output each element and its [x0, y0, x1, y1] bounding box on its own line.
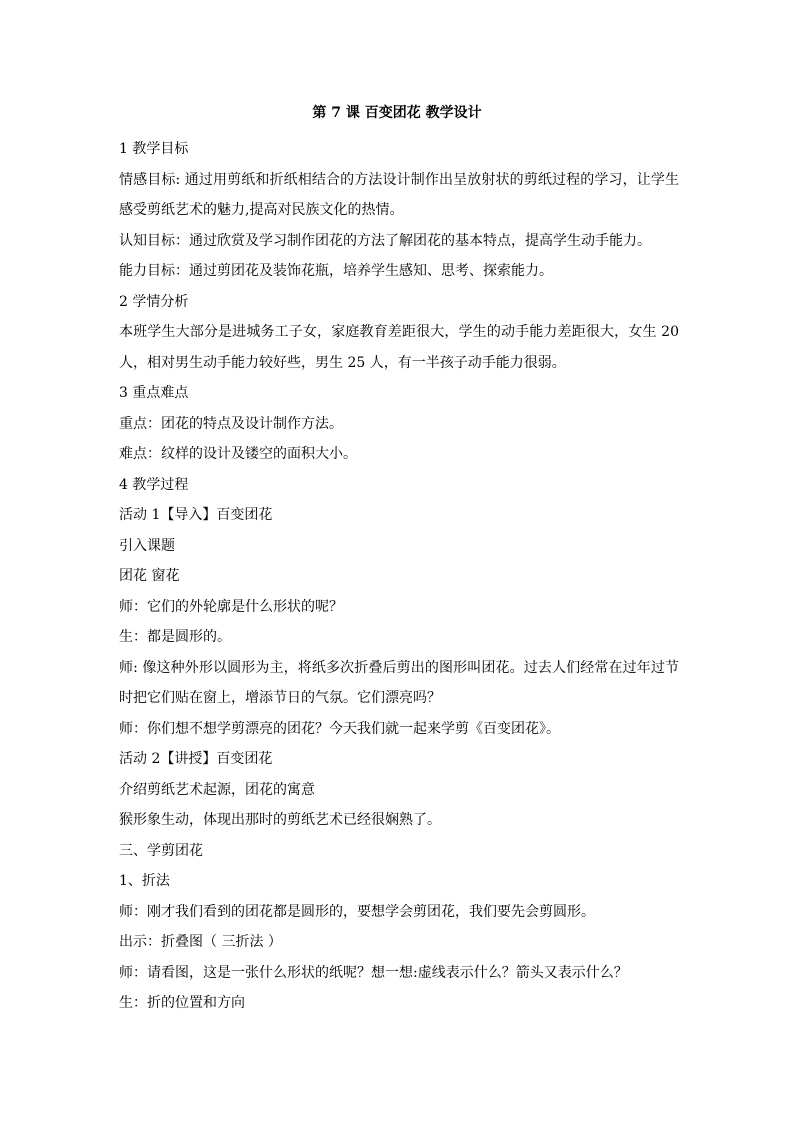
activity-heading: 活动 2【讲授】百变团花	[119, 751, 273, 767]
section-heading: 3 重点难点	[119, 385, 189, 401]
activity-heading: 活动 1【导入】百变团花	[119, 507, 273, 523]
document-body	[119, 134, 679, 1019]
paragraph-line: 本班学生大部分是进城务工子女，家庭教育差距很大，学生的动手能力差距很大，女生 20	[119, 324, 679, 340]
paragraph-line: 难点：纹样的设计及镂空的面积大小。	[119, 446, 357, 462]
dialogue-line: 生：折的位置和方向	[119, 995, 245, 1011]
paragraph-line: 猴形象生动，体现出那时的剪纸艺术已经很娴熟了。	[119, 812, 441, 828]
section-heading: 4 教学过程	[119, 476, 189, 493]
dialogue-line: 师：刚才我们看到的团花都是圆形的，要想学会剪团花，我们要先会剪圆形。	[119, 903, 595, 920]
dialogue-line: 生：都是圆形的。	[119, 629, 231, 645]
paragraph-line: 感受剪纸艺术的魅力,提高对民族文化的热情。	[119, 202, 404, 218]
dialogue-line: 时把它们贴在窗上，增添节日的气氛。它们漂亮吗？	[119, 690, 441, 706]
paragraph-line: 团花 窗花	[119, 568, 180, 584]
section-heading: 三、学剪团花	[119, 842, 203, 859]
paragraph-line: 人，相对男生动手能力较好些，男生 25 人，有一半孩子动手能力很弱。	[119, 354, 566, 371]
paragraph-line: 情感目标: 通过用剪纸和折纸相结合的方法设计制作出呈放射状的剪纸过程的学习，让学生	[119, 171, 679, 188]
paragraph-line: 引入课题	[119, 537, 175, 554]
dialogue-line: 师：你们想不想学剪漂亮的团花？今天我们就一起来学剪《百变团花》。	[119, 720, 560, 737]
section-heading: 1 教学目标	[119, 141, 189, 157]
paragraph-line: 介绍剪纸艺术起源，团花的寓意	[119, 781, 315, 798]
paragraph-line: 重点：团花的特点及设计制作方法。	[119, 415, 343, 432]
paragraph-line: 认知目标：通过欣赏及学习制作团花的方法了解团花的基本特点，提高学生动手能力。	[119, 232, 651, 249]
dialogue-line: 师：请看图，这是一张什么形状的纸呢？想一想:虚线表示什么？箭头又表示什么？	[119, 964, 628, 981]
dialogue-line: 师: 像这种外形以圆形为主，将纸多次折叠后剪出的图形叫团花。过去人们经常在过年过节	[119, 659, 679, 676]
document-title: 第 7 课 百变团花 教学设计	[312, 105, 482, 121]
paragraph-line: 出示：折叠图（ 三折法 ）	[119, 934, 282, 950]
paragraph-line: 能力目标：通过剪团花及装饰花瓶，培养学生感知、思考、探索能力。	[119, 263, 553, 279]
dialogue-line: 师：它们的外轮廓是什么形状的呢？	[119, 598, 343, 615]
section-heading: 2 学情分析	[119, 293, 189, 310]
subsection-heading: 1、折法	[119, 873, 170, 889]
